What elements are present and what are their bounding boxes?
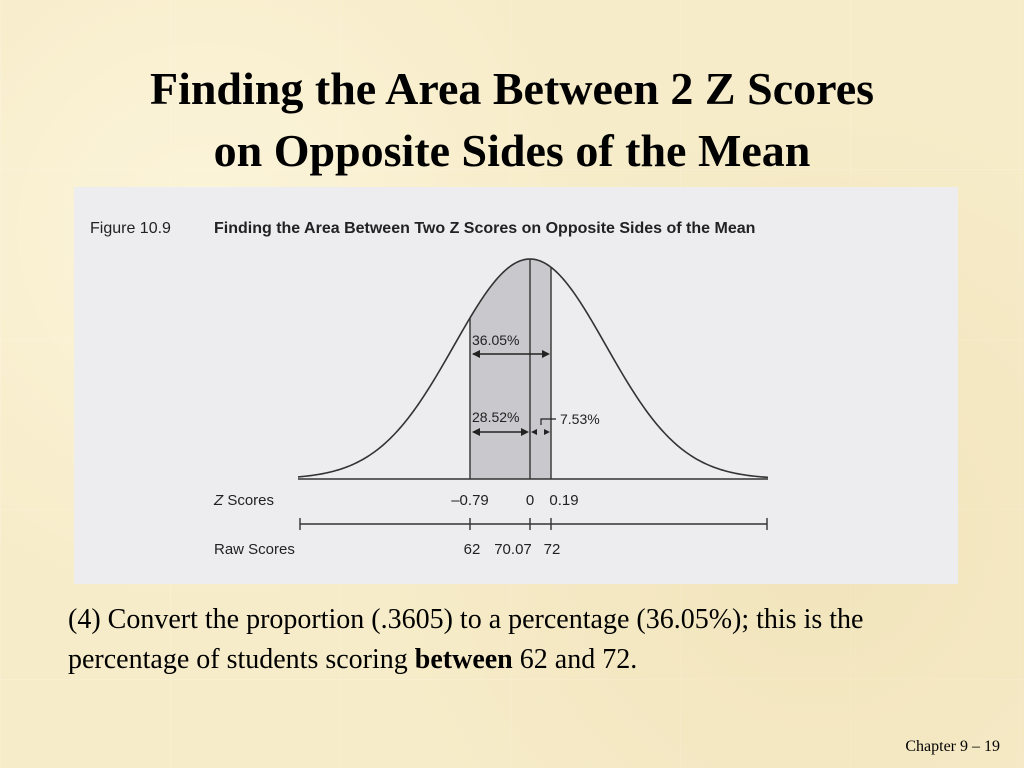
area-right-label: 7.53% (560, 411, 600, 427)
shaded-area (470, 259, 551, 479)
raw-tick-label: 62 (463, 541, 481, 558)
explanation-part-2: 62 and 72. (512, 644, 638, 675)
explanation-text (68, 600, 968, 680)
normal-curve-diagram (74, 187, 958, 584)
title-line-2: on Opposite Sides of the Mean (213, 125, 811, 176)
slide-title (0, 58, 1024, 182)
title-line-1: Finding the Area Between 2 Z Scores (149, 63, 875, 114)
z-scores-label: Z Scores (214, 492, 275, 509)
z-tick-label: –0.79 (451, 492, 489, 509)
raw-tick-label: 72 (543, 541, 561, 558)
explanation-part-1: (4) Convert the proportion (.3605) to a percentage (36.05%); this is the percentage of students scoring (68, 604, 864, 675)
raw-tick-label: 70.07 (494, 541, 532, 558)
slide-footer: Chapter 9 – 19 (905, 738, 1000, 755)
figure-label: Figure 10.9 (90, 220, 171, 237)
area-total-label: 36.05% (472, 332, 520, 348)
raw-scores-label: Raw Scores (214, 541, 295, 558)
z-tick-label: 0.19 (549, 492, 579, 509)
figure-panel (74, 187, 958, 584)
z-tick-label: 0 (525, 492, 535, 509)
area-left-label: 28.52% (472, 409, 520, 425)
figure-title: Finding the Area Between Two Z Scores on Opposite Sides of the Mean (214, 220, 756, 237)
explanation-emphasis: between (414, 644, 513, 675)
